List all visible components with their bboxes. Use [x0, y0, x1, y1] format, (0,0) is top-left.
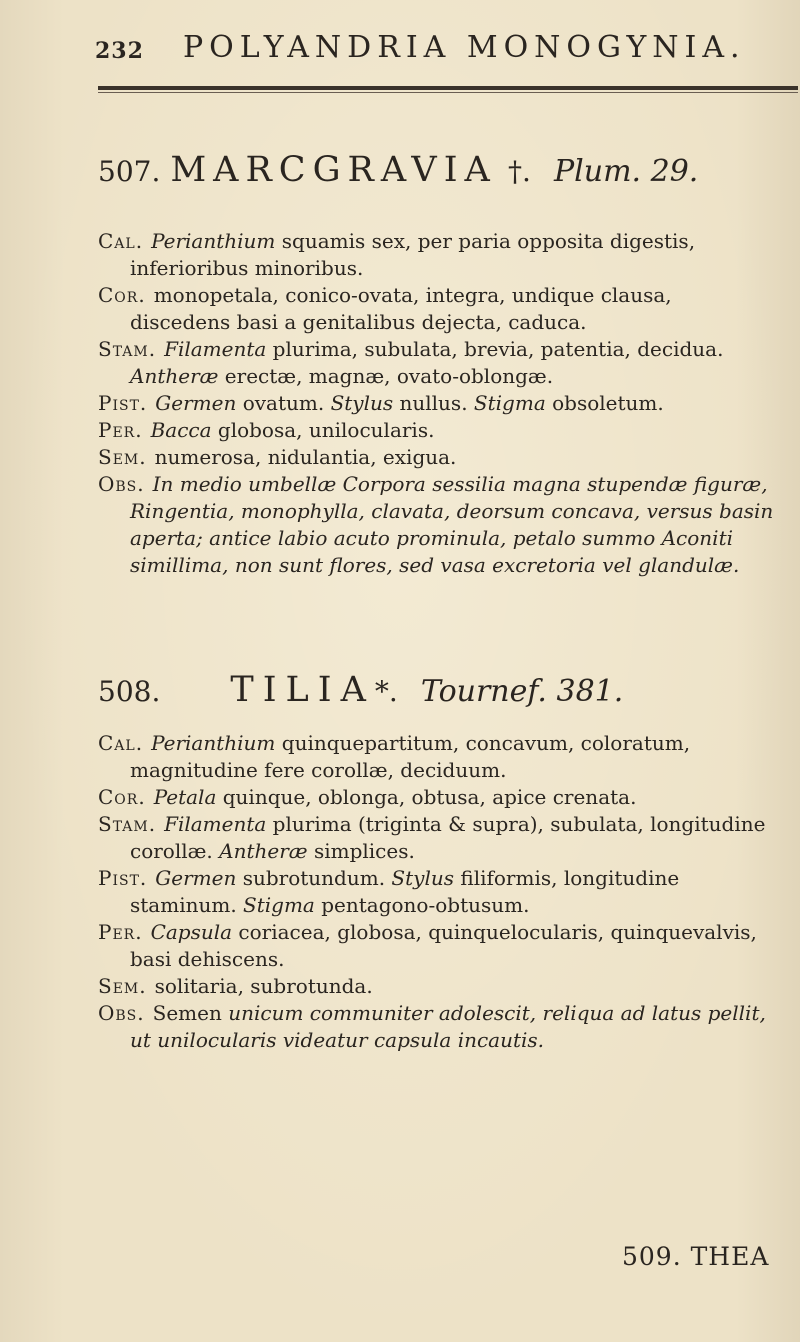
entry-pericarp: Per. Bacca globosa, unilocularis. — [98, 418, 435, 442]
entry-pistil: Pist. Germen ovatum. Stylus nullus. Stigma obsoletum. — [98, 391, 664, 415]
page-number: 232 — [95, 38, 144, 64]
entry-label: Cal. — [98, 229, 144, 253]
genus-heading — [98, 150, 698, 190]
entry-corolla: Cor. monopetala, conico-ovata, integra, undique clausa, discedens basi a genitalibus dejecta, caduca. — [98, 283, 672, 334]
entry-label: Pist. — [98, 866, 148, 890]
entry-seed: Sem. numerosa, nidulantia, exigua. — [98, 445, 457, 469]
genus-authority: Plum. 29. — [554, 154, 699, 189]
genus-name: MARCGRAVIA — [170, 150, 497, 190]
genus-mark: *. — [374, 675, 398, 708]
header-rule-thin — [98, 92, 798, 93]
entry-observation: Obs. Semen unicum communiter adolescit, reliqua ad latus pellit, ut unilocularis videatur capsula incautis. — [98, 1001, 766, 1052]
entry-label: Cor. — [98, 283, 146, 307]
entry-label: Per. — [98, 418, 143, 442]
entry-label: Sem. — [98, 445, 147, 469]
entry-label: Pist. — [98, 391, 148, 415]
entry-observation: Obs. In medio umbellæ Corpora sessilia magna stupendæ figuræ, Ringentia, monophylla, clavata, deorsum concava, versus basin aperta; antice labio acuto prominula, petalo summo Aconiti simillima, non sunt flores, sed vasa excretoria vel glandulæ. — [98, 472, 774, 577]
genus-mark: †. — [507, 155, 531, 188]
entry-stamens: Stam. Filamenta plurima (triginta & supra), subulata, longitudine corollæ. Antheræ simplices. — [98, 812, 766, 863]
genus-authority: Tournef. 381. — [420, 674, 624, 709]
entry-label: Cal. — [98, 731, 144, 755]
entry-label: Stam. — [98, 812, 157, 836]
genus-description — [98, 228, 778, 579]
genus-number: 507. — [98, 155, 161, 188]
entry-label: Stam. — [98, 337, 157, 361]
entry-label: Sem. — [98, 974, 147, 998]
genus-name: TILIA — [230, 670, 375, 710]
entry-label: Obs. — [98, 472, 145, 496]
entry-pericarp: Per. Capsula coriacea, globosa, quinquelocularis, quinquevalvis, basi dehiscens. — [98, 920, 757, 971]
genus-heading — [98, 670, 623, 710]
genus-number: 508. — [98, 675, 161, 708]
entry-label: Cor. — [98, 785, 146, 809]
catchword: 509. THEA — [622, 1242, 770, 1271]
header-rule — [98, 86, 798, 90]
entry-seed: Sem. solitaria, subrotunda. — [98, 974, 373, 998]
entry-calyx: Cal. Perianthium quinquepartitum, concavum, coloratum, magnitudine fere corollæ, deciduum. — [98, 731, 691, 782]
entry-label: Per. — [98, 920, 143, 944]
entry-label: Obs. — [98, 1001, 145, 1025]
entry-corolla: Cor. Petala quinque, oblonga, obtusa, apice crenata. — [98, 785, 637, 809]
running-head — [95, 30, 780, 70]
entry-stamens: Stam. Filamenta plurima, subulata, brevia, patentia, decidua. Antheræ erectæ, magnæ, ovato-oblongæ. — [98, 337, 724, 388]
running-title: POLYANDRIA MONOGYNIA. — [183, 30, 746, 65]
genus-description — [98, 730, 778, 1054]
entry-pistil: Pist. Germen subrotundum. Stylus filiformis, longitudine staminum. Stigma pentagono-obtusum. — [98, 866, 680, 917]
entry-calyx: Cal. Perianthium squamis sex, per paria opposita digestis, inferioribus minoribus. — [98, 229, 696, 280]
